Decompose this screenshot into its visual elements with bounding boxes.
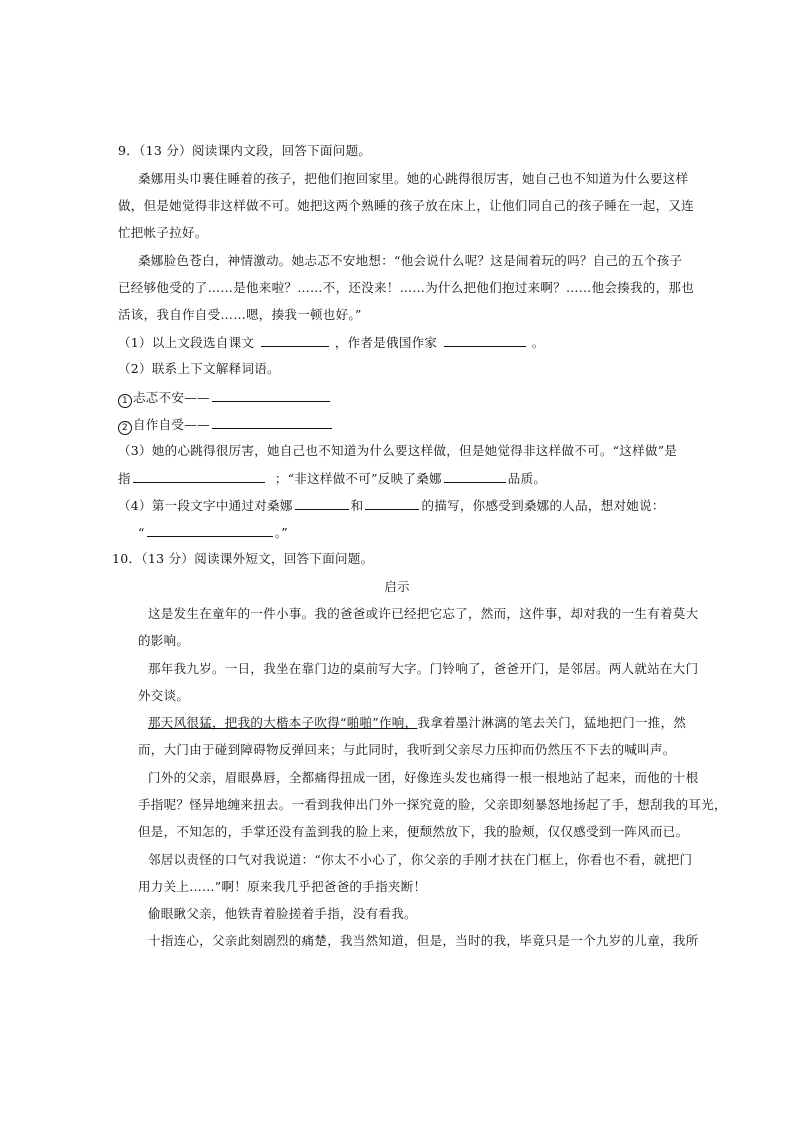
q9-sub4-close-quote: 。”: [274, 525, 288, 540]
q9-sub4-open-quote: “: [138, 525, 145, 540]
q10-p5-line1: 邻居以责怪的口气对我说道：“你太不小心了，你父亲的手刚才扶在门框上，你看也不看，就把门: [148, 852, 693, 867]
q9-p1-line2: 做，但是她觉得非这样做不可。她把这两个熟睡的孩子放在床上，让他们同自己的孩子睡在一起，又连: [118, 198, 695, 213]
circled-number-1: 1: [118, 394, 132, 408]
passage-title: 启示: [384, 579, 410, 594]
q9-p2-line2: 已经够他受的了……是他来啦？……不，还没来！……为什么把他们抱过来啊？……他会揍我的，那也: [118, 280, 695, 295]
q9-sub3-text-b: ；“非这样做不可”反映了桑娜: [274, 471, 442, 486]
answer-blank-author[interactable]: [444, 333, 526, 347]
q9-sub1: [118, 333, 545, 352]
answer-blank-desc1[interactable]: [295, 496, 349, 510]
q9-p2-line3: 活该，我自作自受……嗯，揍我一顿也好。”: [118, 307, 362, 322]
q9-header: 9．（13 分）阅读课内文段，回答下面问题。: [118, 143, 372, 158]
q9-sub4-text-b: 和: [350, 498, 364, 513]
q9-sub3-text-a: 指: [118, 471, 131, 486]
q10-p1-line1: 这是发生在童年的一件小事。我的爸爸或许已经把它忘了，然而，这件事，却对我的一生有着莫大: [148, 606, 699, 621]
q10-p7: 十指连心，父亲此刻剧烈的痛楚，我当然知道，但是，当时的我，毕竟只是一个九岁的儿童，我所: [148, 933, 699, 948]
q9-sub2-item1-text: 忐忑不安——: [133, 390, 210, 405]
q9-p1-line3: 忙把帐子拉好。: [118, 225, 208, 240]
answer-blank-message[interactable]: [147, 523, 273, 537]
q10-p3-rest: 我拿着墨汁淋漓的笔去关门，猛地把门一推，然: [417, 715, 687, 730]
q10-header: 10．（13 分）阅读课外短文，回答下面问题。: [112, 551, 374, 566]
q9-sub2-item2: [118, 415, 334, 435]
q10-p3-line2: 而，大门由于碰到障碍物反弹回来；与此同时，我听到父亲尽力压抑而仍然压不下去的喊叫声。: [138, 742, 676, 757]
answer-blank-quality[interactable]: [444, 469, 506, 483]
q10-p3-line1: [148, 714, 686, 732]
q9-sub3-line2: [118, 469, 546, 488]
q9-sub2-item1: [118, 388, 332, 408]
q10-p2-line1: 那年我九岁。一日，我坐在靠门边的桌前写大字。门铃响了，爸爸开门，是邻居。两人就站在大门: [148, 661, 699, 676]
q10-p5-line2: 用力关上……”啊！原来我几乎把爸爸的手指夹断！: [138, 879, 427, 894]
q9-sub3-line1: （3）她的心跳得很厉害，她自己也不知道为什么要这样做，但是她觉得非这样做不可。“这样做”是: [118, 443, 678, 458]
answer-blank-word2[interactable]: [212, 415, 332, 429]
answer-blank-refers[interactable]: [133, 469, 265, 483]
q9-sub2-item2-text: 自作自受——: [133, 417, 210, 432]
q10-p1-line2: 的影响。: [138, 633, 190, 648]
q9-sub1-text-b: ，作者是俄国作家: [334, 335, 438, 350]
q9-sub4-text-a: （4）第一段文字中通过对桑娜: [118, 498, 293, 513]
q9-sub4-text-c: 的描写，你感受到桑娜的人品，想对她说：: [421, 498, 665, 513]
q10-p6: 偷眼瞅父亲，他铁青着脸搓着手指，没有看我。: [148, 906, 417, 921]
underlined-sentence: 那天风很猛，把我的大楷本子吹得“啪啪”作响，: [148, 715, 418, 730]
q9-sub2: （2）联系上下文解释词语。: [118, 361, 280, 376]
circled-number-2: 2: [118, 421, 132, 435]
q9-p1-line1: 桑娜用头巾裹住睡着的孩子，把他们抱回家里。她的心跳得很厉害，她自己也不知道为什么要这样: [138, 171, 689, 186]
q10-p2-line2: 外交谈。: [138, 688, 190, 703]
q9-sub1-text-c: 。: [531, 335, 545, 350]
answer-blank-word1[interactable]: [212, 388, 330, 402]
answer-blank-desc2[interactable]: [365, 496, 419, 510]
q10-p4-line2: 手指呢？怪异地缠来扭去。一看到我伸出门外一探究竟的脸，父亲即刻暴怒地扬起了手，想刮我的耳光，: [138, 797, 727, 812]
answer-blank-lesson[interactable]: [261, 333, 329, 347]
q10-p4-line3: 但是，不知怎的，手掌还没有盖到我的脸上来，便颓然放下，我的脸颊，仅仅感受到一阵风而已。: [138, 824, 689, 839]
q9-sub3-text-c: 品质。: [507, 471, 547, 486]
q9-sub4-line1: [118, 496, 665, 515]
q9-sub1-text-a: （1）以上文段选自课文: [118, 335, 255, 350]
q9-p2-line1: 桑娜脸色苍白，神情激动。她忐忑不安地想：“他会说什么呢？这是闹着玩的吗？自己的五个孩子: [138, 253, 683, 268]
q10-p4-line1: 门外的父亲，眉眼鼻唇，全都痛得扭成一团，好像连头发也痛得一根一根地站了起来，而他的十根: [148, 770, 699, 785]
q9-sub4-line2: [138, 523, 288, 542]
